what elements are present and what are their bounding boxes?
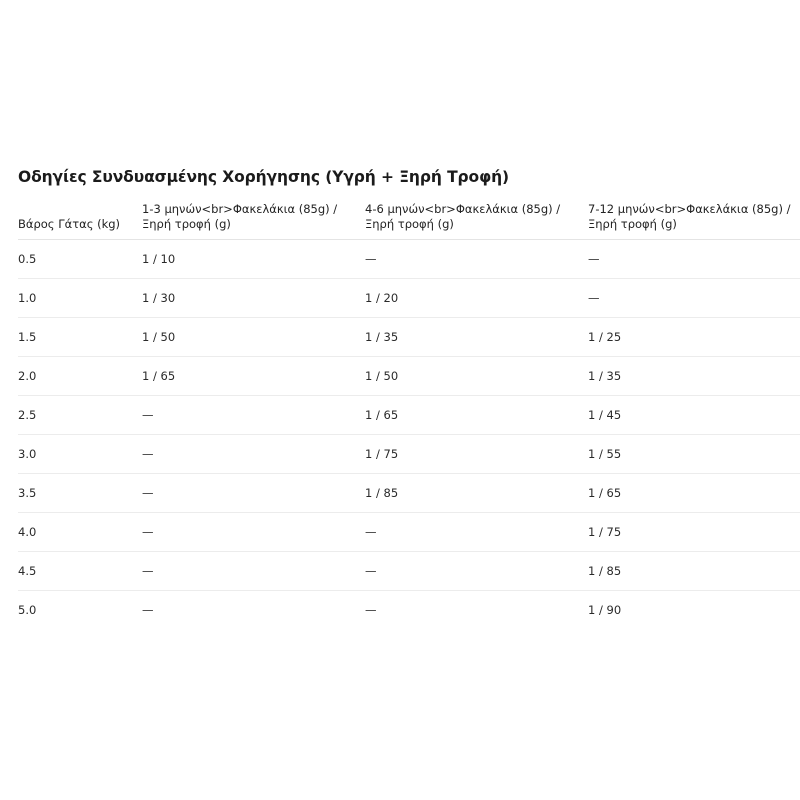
weight-cell: 1.0 — [18, 279, 142, 318]
portion-cell: — — [142, 396, 365, 435]
header-4-6-months: 4-6 μηνών<br>Φακελάκια (85g) / Ξηρή τροφή (g) — [365, 202, 588, 240]
portion-cell: — — [365, 603, 377, 617]
feeding-guide-section — [18, 168, 800, 629]
table-header-row — [18, 202, 800, 240]
feeding-table — [18, 202, 800, 629]
table-row — [18, 240, 800, 279]
portion-cell: 1 / 35 — [588, 357, 800, 396]
portion-cell: — — [365, 240, 588, 279]
weight-cell: 2.5 — [18, 396, 142, 435]
weight-cell: 4.0 — [18, 513, 142, 552]
table-row — [18, 474, 800, 513]
portion-cell: — — [365, 552, 588, 591]
weight-cell: 3.5 — [18, 474, 142, 513]
portion-cell: 1 / 45 — [588, 396, 800, 435]
weight-cell: 0.5 — [18, 240, 142, 279]
header-7-12-months: 7-12 μηνών<br>Φακελάκια (85g) / Ξηρή τροφή (g) — [588, 202, 800, 240]
portion-cell: — — [142, 474, 365, 513]
weight-cell: 2.0 — [18, 357, 142, 396]
portion-cell: — — [588, 240, 800, 279]
portion-cell: 1 / 90 — [588, 603, 622, 617]
portion-cell: 1 / 75 — [588, 513, 800, 552]
header-1-3-months: 1-3 μηνών<br>Φακελάκια (85g) / Ξηρή τροφή (g) — [142, 202, 365, 240]
portion-cell: 1 / 75 — [365, 435, 588, 474]
portion-cell: — — [365, 513, 588, 552]
portion-cell: 1 / 85 — [365, 474, 588, 513]
table-row — [18, 435, 800, 474]
weight-cell: 5.0 — [18, 603, 37, 617]
portion-cell: 1 / 65 — [588, 474, 800, 513]
weight-cell: 4.5 — [18, 552, 142, 591]
header-cat-weight: Βάρος Γάτας (kg) — [18, 202, 142, 240]
portion-cell: 1 / 20 — [365, 279, 588, 318]
portion-cell: — — [142, 513, 365, 552]
portion-cell: 1 / 50 — [365, 357, 588, 396]
table-row — [18, 318, 800, 357]
portion-cell: — — [588, 279, 800, 318]
portion-cell: — — [142, 435, 365, 474]
table-row — [18, 552, 800, 591]
portion-cell: 1 / 35 — [365, 318, 588, 357]
portion-cell: — — [142, 603, 154, 617]
portion-cell: 1 / 55 — [588, 435, 800, 474]
portion-cell: — — [142, 552, 365, 591]
table-row — [18, 513, 800, 552]
table-row — [18, 591, 800, 630]
table-row — [18, 279, 800, 318]
table-row — [18, 357, 800, 396]
portion-cell: 1 / 25 — [588, 318, 800, 357]
section-title: Οδηγίες Συνδυασμένης Χορήγησης (Υγρή + Ξηρή Τροφή) — [18, 168, 510, 186]
portion-cell: 1 / 65 — [365, 396, 588, 435]
table-row — [18, 396, 800, 435]
weight-cell: 3.0 — [18, 435, 142, 474]
weight-cell: 1.5 — [18, 318, 142, 357]
portion-cell: 1 / 50 — [142, 318, 365, 357]
portion-cell: 1 / 10 — [142, 240, 365, 279]
portion-cell: 1 / 85 — [588, 552, 800, 591]
portion-cell: 1 / 30 — [142, 279, 365, 318]
portion-cell: 1 / 65 — [142, 357, 365, 396]
